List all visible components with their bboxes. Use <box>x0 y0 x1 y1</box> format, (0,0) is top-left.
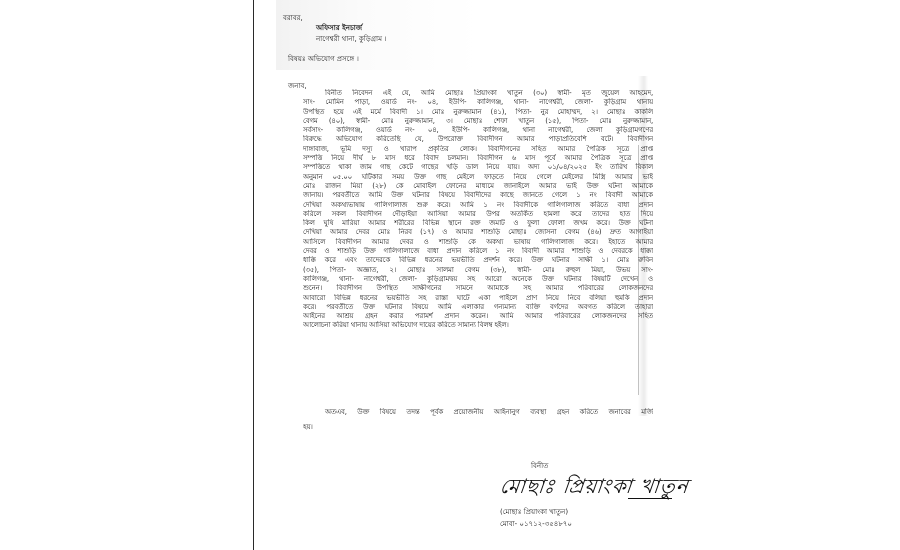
body-line: দেখিয়া আমার দেবর মোঃ নিরব (১৭) ও আমার শাশুড়ি মোছাঃ জোসনা বেগম (৪৬) দ্রুত আগাইয়া <box>303 228 653 237</box>
letter-conclusion <box>303 408 653 433</box>
body-line: (৩৫), পিতা- অজ্ঞাত, ২। মোছাঃ সালমা বেগম (৩৮), স্বামী- মোঃ রুহুল মিয়া, উভয় সাং- <box>303 265 653 274</box>
page-left-border <box>253 0 254 550</box>
body-line: শুনেন। বিবাদীগন উপস্থিত সাক্ষীগনের সামনে আমাকে সহ আমার পরিবারের লোকজনদের <box>303 284 653 293</box>
signatory-name: (মোছাঃ প্রিয়াংকা খাতুন) <box>500 508 569 516</box>
body-line: করে। পরবর্তীতে উক্ত ঘটনার বিষয়ে আমি এলাকার গন্যমান্য ব্যক্তি বর্গদের অবগত করিলে তাহারা <box>303 302 653 311</box>
body-line: দেবর ও শাশুড়ি উক্ত গালিগালাজে বাধা প্রদান করিলে ১ নং বিবাদী আমার শাশুড়ি ও দেবরকে ধাক্কা <box>303 247 653 256</box>
closing-regards: বিনীত <box>531 462 549 470</box>
recipient-to-label: বরাবর, <box>283 14 303 22</box>
body-line: বিরুদ্ধে অভিযোগ করিতেছি যে, উপরোক্ত বিবাদীগন আমার পাড়াপ্রতিবেশি বটে। বিবাদীগন <box>303 135 653 144</box>
body-line: সাং- মোমিন পাড়া, ওয়ার্ড নং- ০৪, ইউপি- কালিগঞ্জ, থানা- নাগেশ্বরী, জেলা- কুড়িগ্রাম থানায় <box>303 98 653 107</box>
body-line: সর্বসাং- কালিগঞ্জ, ওয়ার্ড নং- ০৪, ইউপি- কালিগঞ্জ, থানা নাগেশ্বরী, জেলা কুড়িগ্রামগণের <box>303 126 653 135</box>
letter-body <box>303 89 653 331</box>
body-line: আলোচনা করিয়া থানায় আসিয়া অভিযোগ দায়ের করিতে সামান্য বিলম্ব হইল। <box>303 321 509 330</box>
body-line: মোঃ রাজন মিয়া (২৮) কে মোবাইল ফোনের মাধ্যমে জানাইলে আমার ভাই উক্ত ঘটনা আমাকে <box>303 181 653 190</box>
body-line: বেগম (৪০), স্বামী- মোঃ নুরুজ্জামান, ৩। মোছাঃ শেফা খাতুন (১৫), পিতা- মোঃ নুরুজ্জামান, <box>303 116 653 125</box>
body-line: আসিলে বিবাদীগন আমার দেবর ও শাশুড়ি কে অকথ্য ভাষায় গালিগালাজ করে। ইহাতে আমার <box>303 237 653 246</box>
body-line: বিনীত নিবেদন এই যে, আমি মোছাঃ প্রিয়াংকা খাতুন (৩০) স্বামী- মৃত জুয়েল আহমেদ, <box>325 89 653 97</box>
body-line: করিলে সকল বিবাদীগন দৌড়াইয়া আসিয়া আমার উপর অতর্কিত হামলা করে তাদের হাত দিয়ে <box>303 209 653 218</box>
recipient-station: নাগেশ্বরী থানা, কুড়িগ্রাম । <box>316 35 387 43</box>
body-line: উপস্থিত হয়ে এই মর্মে বিবাদী ১। মোঃ নুরুজ্জামান (৪১), পিতা- নুর মোহাম্মদ, ২। মোছাঃ কাকলি <box>303 107 653 116</box>
conclusion-line: হয়। <box>303 423 313 432</box>
conclusion-line: অতএব, উক্ত বিষয়ে তদন্ত পূর্বক প্রয়োজনীয় আইনানুগ ব্যবস্থা গ্রহন করিতে জনাবের মর্জি <box>325 408 653 416</box>
body-line: দেখিয়া অকথ্যভাষায় গালিগালাজ শুরু করে। আমি ১ নং বিবাদীকে গালিগালাজ করিতে বাধা প্রদান <box>303 200 653 209</box>
body-line: অনুমান ০৫.০০ ঘটিকার সময় উক্ত গাছ মেইলে ফাড়তে নিয়ে গেলে মেইলের মিস্ত্রি আমার ভাই <box>303 172 653 181</box>
signature-underline <box>628 498 672 499</box>
letter-salutation: জনাব, <box>288 82 307 90</box>
signatory-phone: মোবা- ০১৭১২-৩৫৪৮৭০ <box>500 520 572 528</box>
body-line: সম্পত্তিতে থাকা জাম গাছ কেটে গাছের খড়ি ডাল নিয়ে যায়। অদ্য ০১/০৪/২০২৫ ইং তারিখ বিকাল <box>303 163 653 172</box>
body-line: জানায়। পরবর্তীতে আমি উক্ত ঘটনার বিষয়ে বিবাদীদের কাছে জানতে গেলে ১ নং বিবাদী আমাকে <box>303 191 653 200</box>
body-line: ধাক্কি করে এবং তাদেরকে বিভিন্ন ধরনের ভয়ভীতি প্রদর্শন করে। উক্ত ঘটনার সাক্ষী ১। মোঃ রুবিন <box>303 256 653 265</box>
body-line: কিল ঘুষি মারিয়া আমার শরীরের বিভিন্ন স্থানে রক্ত জমাট ও ফুলা ফোলা জখম করে। উক্ত ঘটনা <box>303 219 653 228</box>
handwritten-signature: মোছাঃ প্রিয়াংকা খাতুন <box>498 474 691 498</box>
letter-subject: বিষয়ঃ অভিযোগ প্রসঙ্গে । <box>288 55 359 63</box>
body-line: আইনের আশ্রয় গ্রহন করার পরামর্শ প্রদান করেন। আমি আমার পরিবারের লোকজনদের সহিত <box>303 312 653 321</box>
body-line: দাঙ্গাবাজ, ভূমি দস্যু ও খারাপ প্রকৃতির লোক। বিবাদীগনের সহিত আমার পৈত্রিক সূত্রে প্রাপ্ত <box>303 144 653 153</box>
recipient-officer: অফিসার ইনচার্জ <box>316 24 363 32</box>
body-line: কালিগঞ্জ, থানা- নাগেশ্বরী, জেলা- কুড়িগ্রামদ্বয় সহ আরো অনেকে উক্ত ঘটনার বিষয়টি দেখেন ও <box>303 274 653 283</box>
body-line: আবারো বিভিন্ন ধরনের ভয়ভীতি সহ রাস্তা ঘাটে একা পাইলে প্রাণ নিয়ে নিবে বলিয়া হুমকি প্রদান <box>303 293 653 302</box>
body-line: সম্পত্তি নিয়ে দীর্ঘ ৮ মাস ধরে বিবাদ চলমান। বিবাদীগন ৬ মাস পূর্বে আমার পৈত্রিক সূত্রে প্রাপ্ত <box>303 154 653 163</box>
